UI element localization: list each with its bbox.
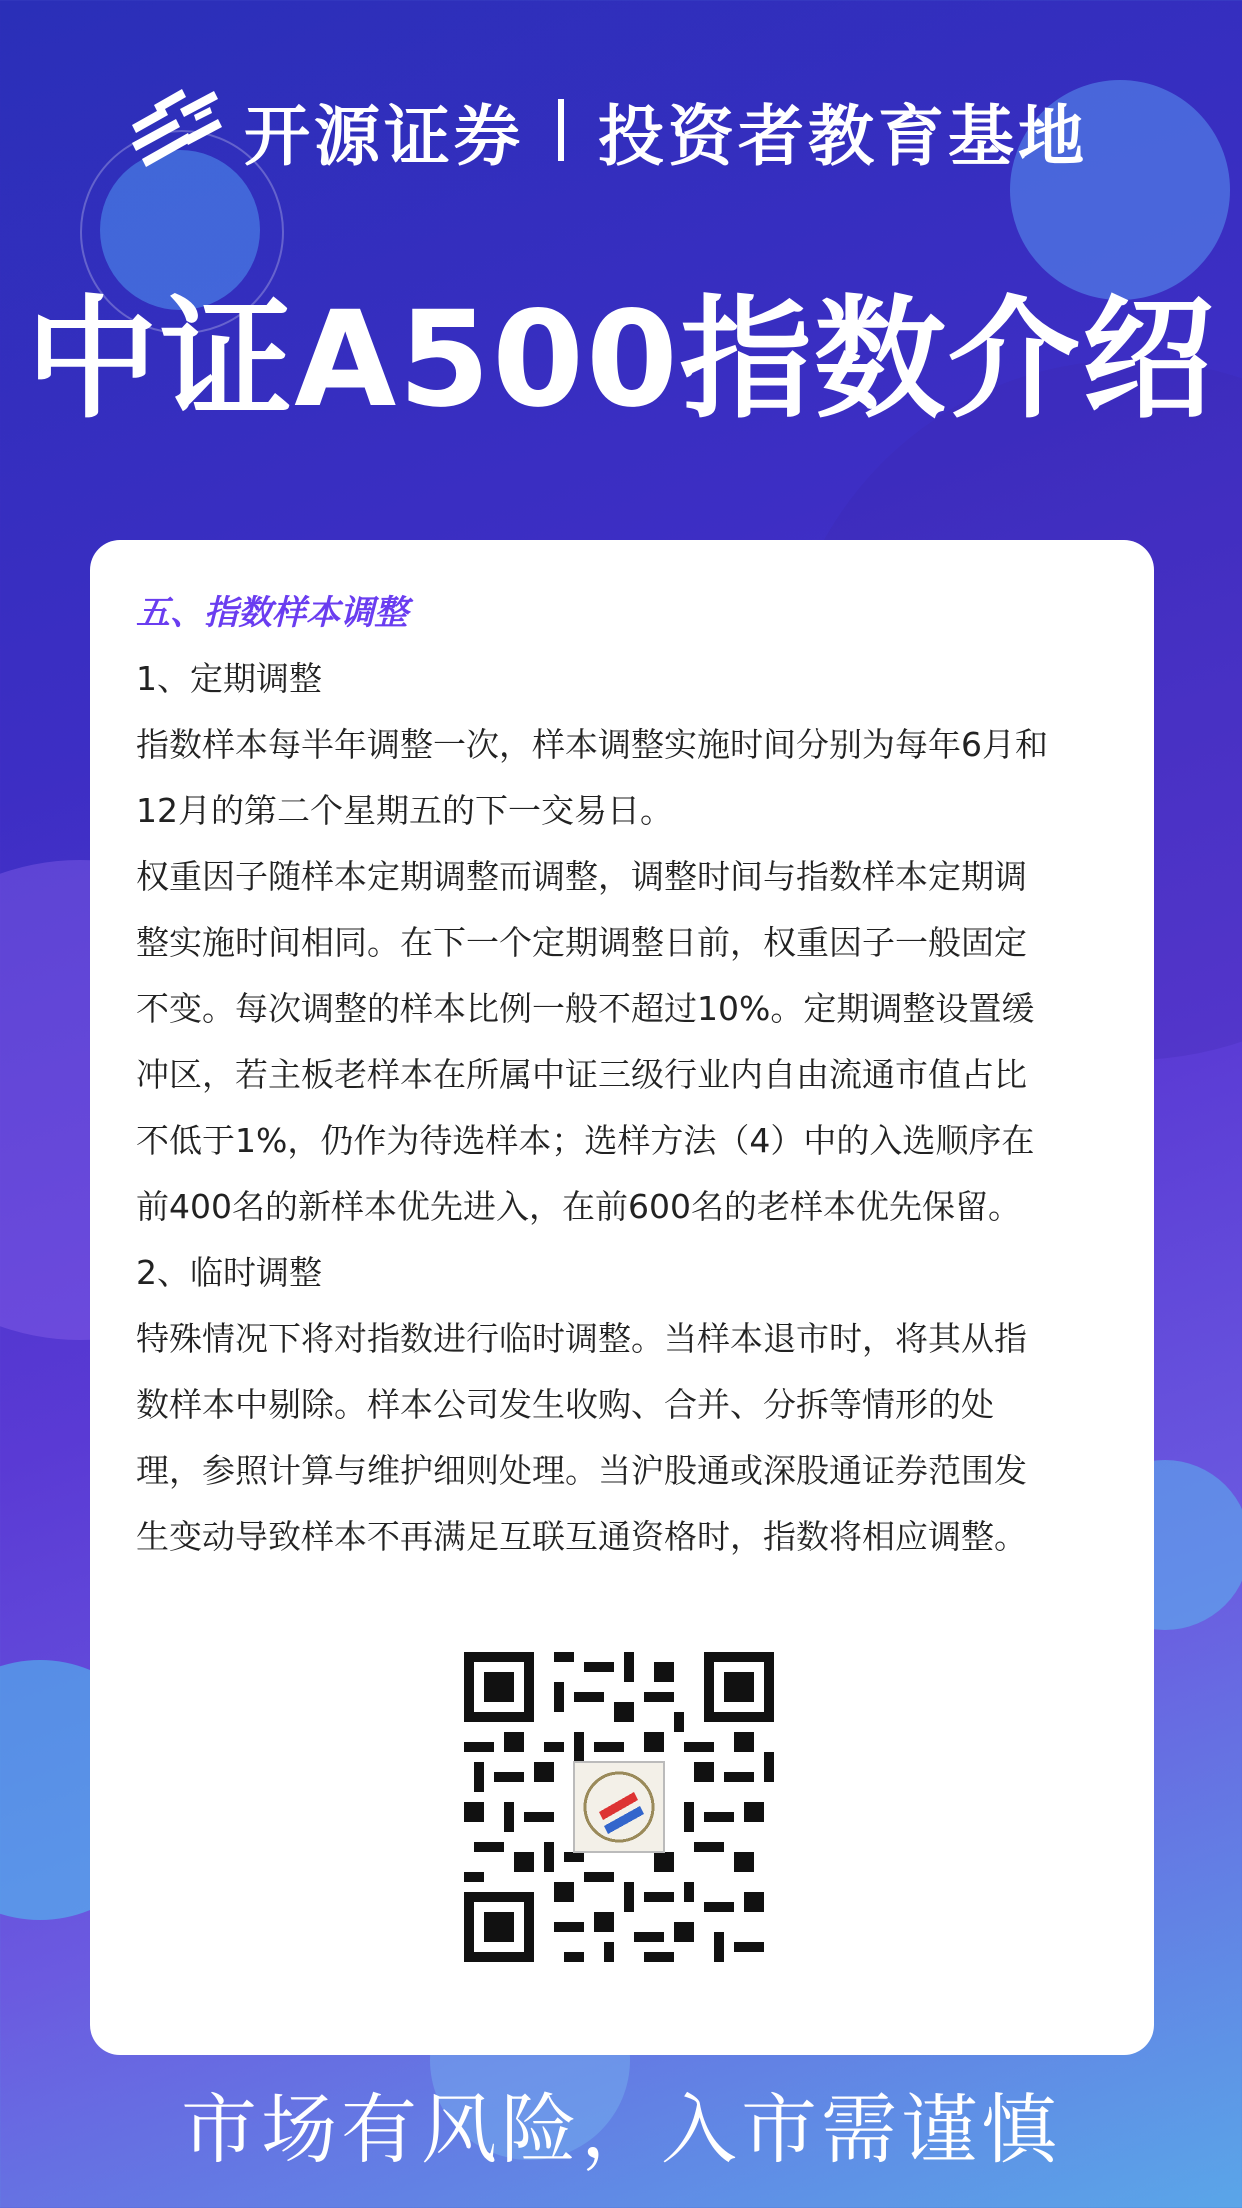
content-body xyxy=(136,580,1116,1570)
text-line: 理，参照计算与维护细则处理。当沪股通或深股通证券范围发 xyxy=(136,1451,1027,1490)
page-title: 中证A500指数介绍 xyxy=(26,283,1216,437)
text-line: 12月的第二个星期五的下一交易日。 xyxy=(136,791,673,830)
text-line: 2、临时调整 xyxy=(136,1253,322,1292)
brand-name: 开源证券 xyxy=(244,97,524,175)
text-line: 整实施时间相同。在下一个定期调整日前，权重因子一般固定 xyxy=(136,923,1027,962)
text-line: 前400名的新样本优先进入，在前600名的老样本优先保留。 xyxy=(136,1187,1021,1226)
brand-divider xyxy=(558,99,564,161)
text-line: 数样本中剔除。样本公司发生收购、合并、分拆等情形的处 xyxy=(136,1385,994,1424)
text-line: 特殊情况下将对指数进行临时调整。当样本退市时，将其从指 xyxy=(136,1319,1027,1358)
text-line: 1、定期调整 xyxy=(136,659,322,698)
content-card xyxy=(90,540,1154,2055)
brand-subtitle: 投资者教育基地 xyxy=(598,97,1088,175)
text-line: 不变。每次调整的样本比例一般不超过10%。定期调整设置缓 xyxy=(136,989,1035,1028)
text-line: 冲区，若主板老样本在所属中证三级行业内自由流通市值占比 xyxy=(136,1055,1027,1094)
text-line: 不低于1%，仍作为待选样本；选样方法（4）中的入选顺序在 xyxy=(136,1121,1035,1160)
section-heading: 五、指数样本调整 xyxy=(136,593,408,633)
text-line: 权重因子随样本定期调整而调整，调整时间与指数样本定期调 xyxy=(136,857,1027,896)
risk-warning: 市场有风险，入市需谨慎 xyxy=(181,2085,1061,2174)
kaiyuan-logo-icon xyxy=(124,85,224,175)
brand-header xyxy=(124,80,1088,180)
qr-code-icon[interactable] xyxy=(454,1642,784,1972)
text-line: 指数样本每半年调整一次，样本调整实施时间分别为每年6月和 xyxy=(136,725,1048,764)
text-line: 生变动导致样本不再满足互联互通资格时，指数将相应调整。 xyxy=(136,1517,1027,1556)
